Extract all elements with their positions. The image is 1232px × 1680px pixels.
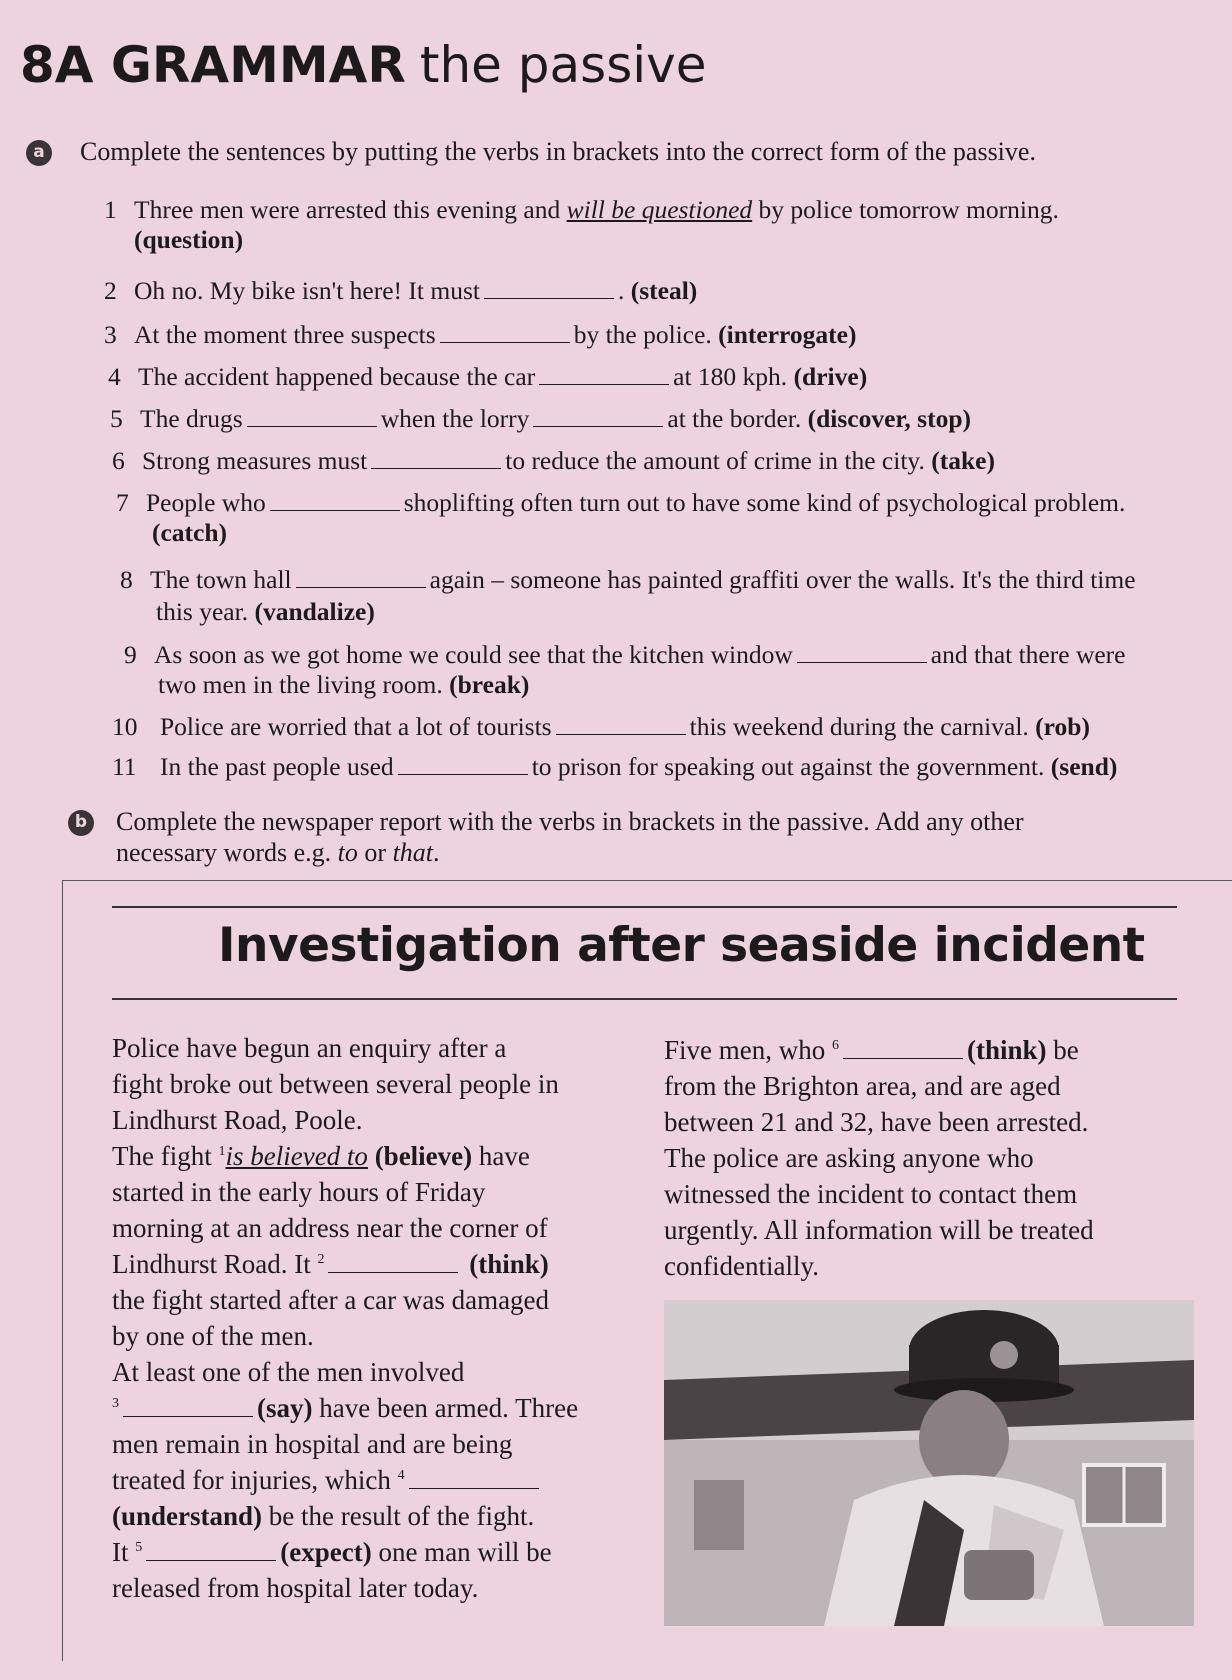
answer-blank[interactable]: [123, 1415, 253, 1417]
item-4: 4 The accident happened because the car at 180 kph. (drive): [108, 362, 868, 391]
item-11: 11 In the past people used to prison for speaking out against the government. (send): [112, 752, 1118, 781]
answer-blank[interactable]: [371, 467, 501, 469]
headline-rule-top: [112, 906, 1177, 908]
unit-topic: the passive: [419, 36, 707, 94]
exercise-b-instruction: Complete the newspaper report with the verbs in brackets in the passive. Add any other necessary words e.g. to or that.: [116, 807, 1024, 867]
headline-rule-bottom: [112, 998, 1177, 1000]
answer-blank[interactable]: [270, 509, 400, 511]
item-1-verb: (question): [134, 225, 244, 254]
item-7-verb: (catch): [152, 518, 228, 547]
article-headline: Investigation after seaside incident: [218, 918, 1145, 973]
answer-blank[interactable]: [556, 733, 686, 735]
item-8: 8 The town hall again – someone has painted graffiti over the walls. It's the third time: [120, 565, 1136, 594]
item-3: 3 At the moment three suspects by the police. (interrogate): [104, 320, 857, 349]
article-left-column: Police have begun an enquiry after a fight broke out between several people in Lindhurst Road, Poole. The fight $^1$is believed to (believe) have started in the early hours of Friday morning at an address near the corner of Lindhurst Road. It $^2$ (think) the fight started after a car was damaged by one of the men. At least one of the men involved $^3$ (say) have been armed. Three men remain in hospital and are being treated for injuries, which $^4$ (understand) be the result of the fight. It $^5$ (expect) one man will be released from hospital later today.: [112, 1033, 579, 1603]
item-2: 2 Oh no. My bike isn't here! It must . (steal): [104, 276, 698, 305]
item-8-line2: this year. (vandalize): [156, 597, 375, 626]
item-1: 1 Three men were arrested this evening and will be questioned by police tomorrow morning.: [104, 195, 1059, 224]
exercise-a-badge: a: [26, 140, 52, 166]
answer-blank[interactable]: [247, 425, 377, 427]
answer-blank[interactable]: [539, 383, 669, 385]
answer-blank[interactable]: [843, 1057, 963, 1059]
police-officer-illustration: [664, 1300, 1194, 1626]
exercise-b-badge: b: [68, 810, 94, 836]
item-6: 6 Strong measures must to reduce the amount of crime in the city. (take): [112, 446, 995, 475]
item-9-line2: two men in the living room. (break): [158, 670, 530, 699]
item-7: 7 People who shoplifting often turn out to have some kind of psychological problem.: [116, 488, 1126, 517]
answer-example: is believed to: [225, 1141, 368, 1171]
article-right-column: Five men, who $^6$ (think) be from the Brighton area, and are aged between 21 and 32, have been arrested. The police are asking anyone who witnessed the incident to contact them urgently. All information will be treated confidentially.: [664, 1035, 1094, 1281]
answer-example: will be questioned: [566, 195, 753, 224]
page-header: [20, 36, 707, 94]
police-officer-photo: [664, 1300, 1194, 1626]
answer-blank[interactable]: [328, 1271, 458, 1273]
answer-blank[interactable]: [533, 425, 663, 427]
answer-blank[interactable]: [146, 1559, 276, 1561]
item-9: 9 As soon as we got home we could see that the kitchen window and that there were: [124, 640, 1126, 669]
item-10: 10 Police are worried that a lot of tourists this weekend during the carnival. (rob): [112, 712, 1090, 741]
answer-blank[interactable]: [398, 773, 528, 775]
exercise-a-instruction: Complete the sentences by putting the verbs in brackets into the correct form of the passive.: [80, 137, 1036, 166]
item-5: 5 The drugs when the lorry at the border. (discover, stop): [110, 404, 971, 433]
answer-blank[interactable]: [440, 341, 570, 343]
answer-blank[interactable]: [296, 586, 426, 588]
answer-blank[interactable]: [409, 1487, 539, 1489]
unit-label: 8A GRAMMAR: [20, 36, 406, 94]
answer-blank[interactable]: [484, 297, 614, 299]
answer-blank[interactable]: [797, 661, 927, 663]
